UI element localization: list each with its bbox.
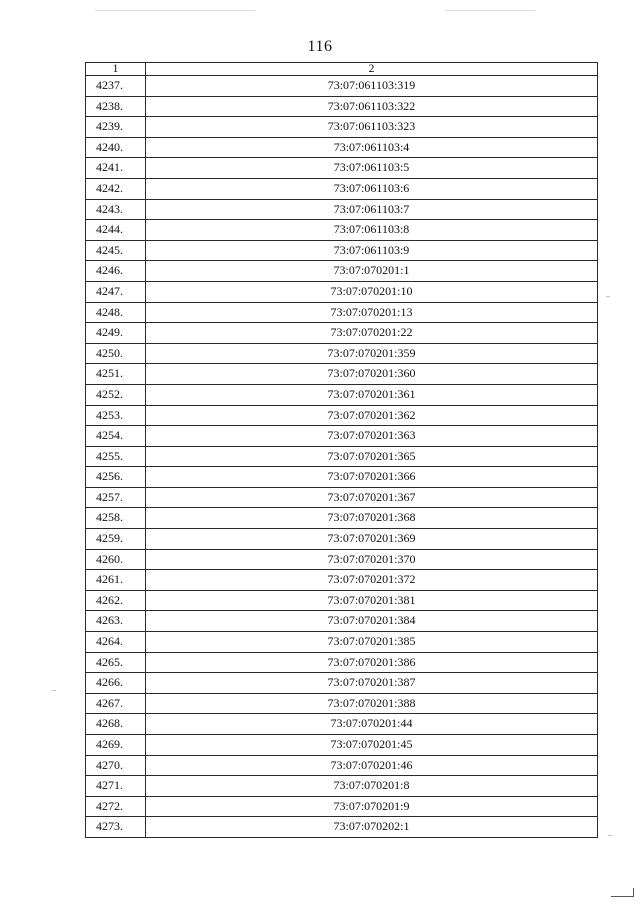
cadastral-number-cell: 73:07:061103:322 (146, 96, 598, 117)
cadastral-number-cell: 73:07:070201:361 (146, 384, 598, 405)
column-header-index: 1 (86, 63, 146, 76)
row-index-cell: 4264. (86, 632, 146, 653)
scan-artifact (606, 296, 610, 297)
table-row (86, 158, 598, 179)
table-row (86, 508, 598, 529)
row-index-cell: 4252. (86, 384, 146, 405)
cadastral-number-cell: 73:07:070201:10 (146, 281, 598, 302)
table-row (86, 220, 598, 241)
row-index-cell: 4262. (86, 590, 146, 611)
cadastral-number-cell: 73:07:070201:8 (146, 776, 598, 797)
table-row (86, 343, 598, 364)
row-index-cell: 4242. (86, 178, 146, 199)
table-row (86, 96, 598, 117)
cadastral-number-cell: 73:07:070201:22 (146, 323, 598, 344)
row-index-cell: 4250. (86, 343, 146, 364)
scan-corner-mark (611, 888, 634, 897)
row-index-cell: 4245. (86, 240, 146, 261)
row-index-cell: 4247. (86, 281, 146, 302)
table-row (86, 364, 598, 385)
table-row (86, 384, 598, 405)
table-row (86, 137, 598, 158)
table-row (86, 755, 598, 776)
cadastral-number-cell: 73:07:070201:44 (146, 714, 598, 735)
table-row (86, 426, 598, 447)
row-index-cell: 4270. (86, 755, 146, 776)
cadastral-number-cell: 73:07:061103:8 (146, 220, 598, 241)
row-index-cell: 4249. (86, 323, 146, 344)
table-row (86, 240, 598, 261)
row-index-cell: 4259. (86, 529, 146, 550)
table-header-row (86, 63, 598, 76)
cadastral-number-cell: 73:07:070201:384 (146, 611, 598, 632)
table-row (86, 261, 598, 282)
cadastral-number-cell: 73:07:070201:385 (146, 632, 598, 653)
row-index-cell: 4256. (86, 467, 146, 488)
row-index-cell: 4265. (86, 652, 146, 673)
table-row (86, 632, 598, 653)
cadastral-number-cell: 73:07:070202:1 (146, 817, 598, 838)
cadastral-number-cell: 73:07:070201:359 (146, 343, 598, 364)
cadastral-number-cell: 73:07:070201:370 (146, 549, 598, 570)
table-row (86, 817, 598, 838)
cadastral-number-cell: 73:07:061103:9 (146, 240, 598, 261)
table-row (86, 714, 598, 735)
row-index-cell: 4272. (86, 796, 146, 817)
table-row (86, 673, 598, 694)
table-row (86, 735, 598, 756)
table-row (86, 487, 598, 508)
scan-artifact (95, 10, 255, 11)
table-row (86, 302, 598, 323)
cadastral-number-cell: 73:07:061103:7 (146, 199, 598, 220)
cadastral-number-cell: 73:07:070201:372 (146, 570, 598, 591)
row-index-cell: 4248. (86, 302, 146, 323)
table-row (86, 405, 598, 426)
row-index-cell: 4271. (86, 776, 146, 797)
cadastral-number-cell: 73:07:061103:6 (146, 178, 598, 199)
row-index-cell: 4238. (86, 96, 146, 117)
row-index-cell: 4260. (86, 549, 146, 570)
cadastral-number-cell: 73:07:070201:365 (146, 446, 598, 467)
table-row (86, 796, 598, 817)
row-index-cell: 4237. (86, 76, 146, 97)
table-row (86, 611, 598, 632)
row-index-cell: 4251. (86, 364, 146, 385)
table-row (86, 693, 598, 714)
table-row (86, 199, 598, 220)
table-row (86, 117, 598, 138)
table-row (86, 446, 598, 467)
scan-artifact (608, 835, 612, 836)
table-row (86, 570, 598, 591)
table-row (86, 652, 598, 673)
column-header-cadastral-number: 2 (146, 63, 598, 76)
cadastral-number-cell: 73:07:070201:367 (146, 487, 598, 508)
table-body (86, 76, 598, 838)
row-index-cell: 4261. (86, 570, 146, 591)
table-row (86, 776, 598, 797)
cadastral-number-cell: 73:07:061103:319 (146, 76, 598, 97)
cadastral-number-cell: 73:07:061103:323 (146, 117, 598, 138)
cadastral-number-cell: 73:07:061103:5 (146, 158, 598, 179)
cadastral-number-cell: 73:07:070201:369 (146, 529, 598, 550)
cadastral-number-cell: 73:07:070201:366 (146, 467, 598, 488)
scan-artifact (52, 690, 56, 691)
scan-artifact (445, 10, 535, 11)
cadastral-number-cell: 73:07:070201:381 (146, 590, 598, 611)
row-index-cell: 4273. (86, 817, 146, 838)
table-row (86, 549, 598, 570)
table-row (86, 590, 598, 611)
table-row (86, 467, 598, 488)
table-row (86, 76, 598, 97)
cadastral-number-cell: 73:07:070201:363 (146, 426, 598, 447)
row-index-cell: 4246. (86, 261, 146, 282)
cadastral-number-cell: 73:07:070201:360 (146, 364, 598, 385)
table-row (86, 281, 598, 302)
cadastral-number-table (85, 62, 598, 838)
row-index-cell: 4253. (86, 405, 146, 426)
row-index-cell: 4244. (86, 220, 146, 241)
cadastral-number-cell: 73:07:070201:387 (146, 673, 598, 694)
row-index-cell: 4254. (86, 426, 146, 447)
table-row (86, 178, 598, 199)
cadastral-number-cell: 73:07:070201:45 (146, 735, 598, 756)
cadastral-number-cell: 73:07:061103:4 (146, 137, 598, 158)
table-row (86, 323, 598, 344)
row-index-cell: 4263. (86, 611, 146, 632)
row-index-cell: 4269. (86, 735, 146, 756)
row-index-cell: 4255. (86, 446, 146, 467)
row-index-cell: 4239. (86, 117, 146, 138)
table-row (86, 529, 598, 550)
row-index-cell: 4268. (86, 714, 146, 735)
row-index-cell: 4258. (86, 508, 146, 529)
cadastral-number-cell: 73:07:070201:1 (146, 261, 598, 282)
cadastral-number-cell: 73:07:070201:368 (146, 508, 598, 529)
page-number: 116 (307, 38, 333, 55)
row-index-cell: 4241. (86, 158, 146, 179)
row-index-cell: 4243. (86, 199, 146, 220)
cadastral-number-cell: 73:07:070201:362 (146, 405, 598, 426)
cadastral-number-cell: 73:07:070201:388 (146, 693, 598, 714)
cadastral-number-cell: 73:07:070201:46 (146, 755, 598, 776)
cadastral-number-cell: 73:07:070201:13 (146, 302, 598, 323)
cadastral-number-cell: 73:07:070201:9 (146, 796, 598, 817)
row-index-cell: 4240. (86, 137, 146, 158)
row-index-cell: 4257. (86, 487, 146, 508)
cadastral-number-cell: 73:07:070201:386 (146, 652, 598, 673)
row-index-cell: 4266. (86, 673, 146, 694)
row-index-cell: 4267. (86, 693, 146, 714)
